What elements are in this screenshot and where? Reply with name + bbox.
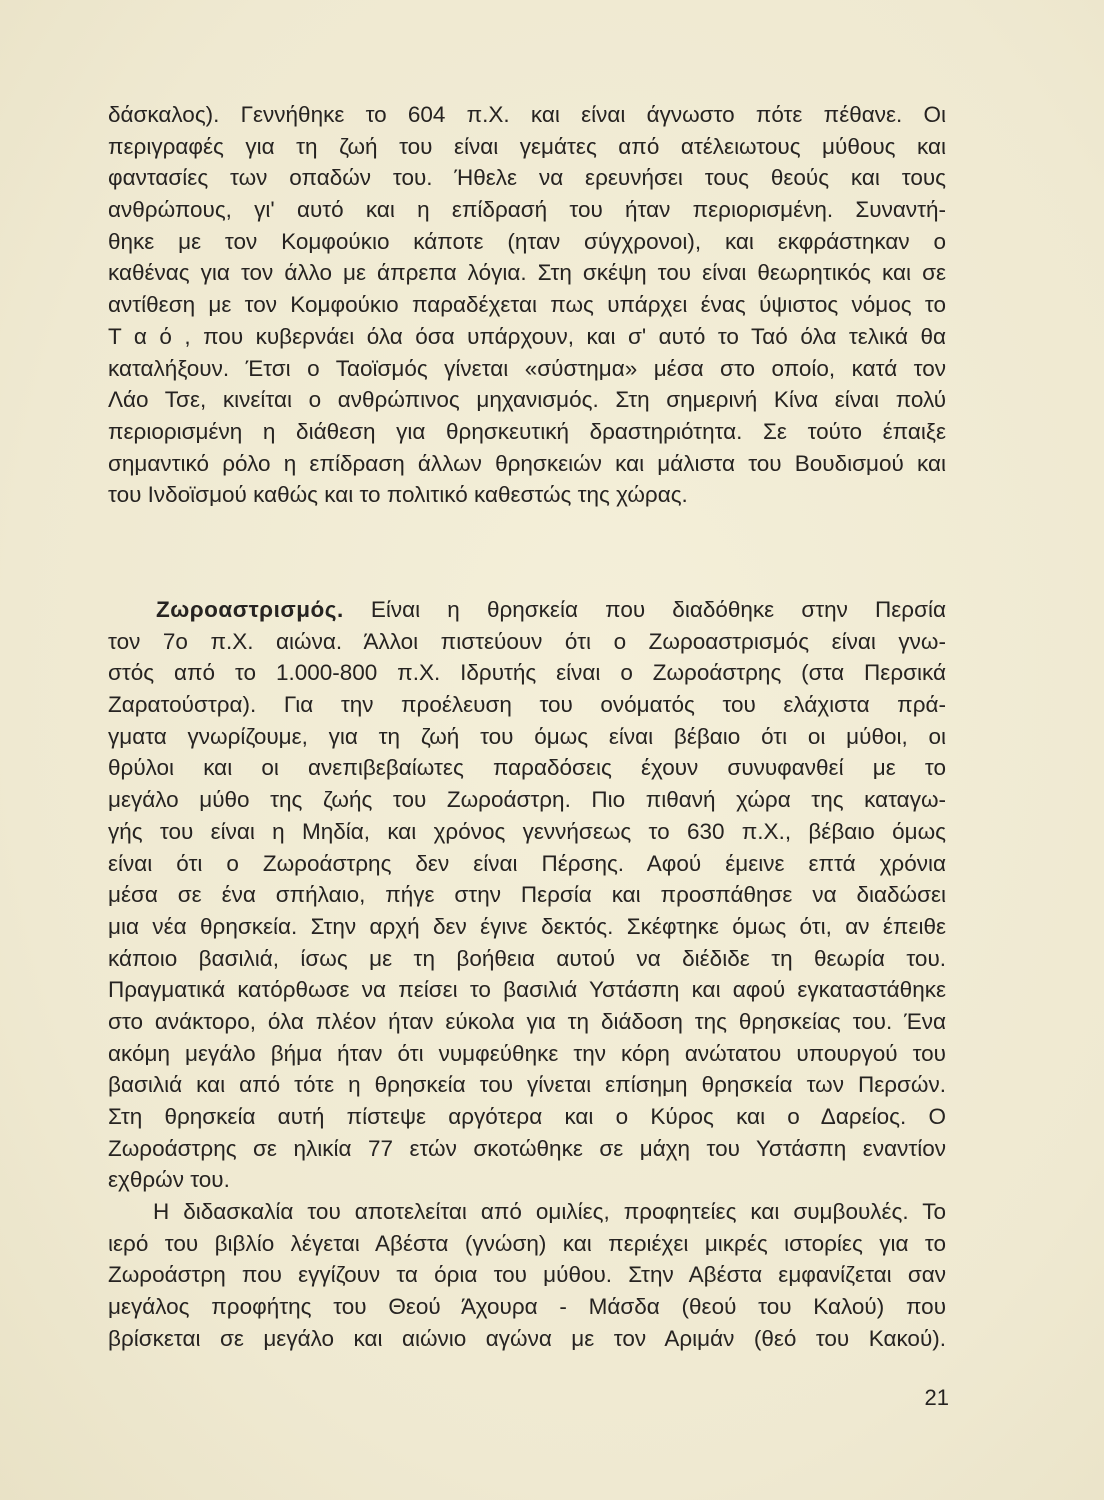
text-line: κάποιο βασιλιά, ίσως με τη βοήθεια αυτού να διέδιδε τη θεωρία του.: [108, 945, 946, 971]
text-line: Ζωροάστρη που εγγίζουν τα όρια του μύθου. Στην Αβέστα εμφανίζεται σαν: [108, 1262, 946, 1288]
text-line: μια νέα θρησκεία. Στην αρχή δεν έγινε δεκτός. Σκέφτηκε όμως ότι, αν έπειθε: [108, 913, 946, 939]
section-heading: Ζωροαστρισμός.: [156, 597, 344, 622]
text-line: θηκε με τον Κομφούκιο κάποτε (ηταν σύγχρονοι), και εκφράστηκαν ο: [108, 228, 946, 254]
text-line: ιερό του βιβλίο λέγεται Αβέστα (γνώση) και περιέχει μικρές ιστορίες για το: [108, 1230, 946, 1256]
text-line: μέσα σε ένα σπήλαιο, πήγε στην Περσία και προσπάθησε να διαδώσει: [108, 882, 946, 908]
page-number: 21: [924, 1385, 949, 1410]
text-line: γής του είναι η Μηδία, και χρόνος γεννήσεως το 630 π.Χ., βέβαιο όμως: [108, 818, 946, 844]
text-line: μεγάλο μύθο της ζωής του Ζωροάστρη. Πιο πιθανή χώρα της καταγω-: [108, 787, 946, 813]
paragraph-teaching: [108, 1196, 946, 1354]
text-line: Πραγματικά κατόρθωσε να πείσει το βασιλιά Υστάσπη και αφού εγκαταστάθηκε: [108, 977, 946, 1003]
text-line: φαντασίες των οπαδών του. Ήθελε να ερευνήσει τους θεούς και τους: [108, 165, 946, 191]
section-zoroastrianism: [108, 594, 946, 1196]
section-first-line: [108, 594, 946, 626]
text-line: αντίθεση με τον Κομφούκιο παραδέχεται πως υπάρχει ένας ύψιστος νόμος το: [108, 292, 946, 318]
text-line: του Ινδοϊσμού καθώς και το πολιτικό καθεστώς της χώρας.: [108, 482, 688, 508]
text-line: στο ανάκτορο, όλα πλέον ήταν εύκολα για τη διάδοση της θρησκείας του. Ένα: [108, 1008, 946, 1034]
text-line: καταλήξουν. Έτσι ο Ταοϊσμός γίνεται «σύστημα» μέσα στο οποίο, κατά τον: [108, 355, 946, 381]
text-line: Ζωροάστρης σε ηλικία 77 ετών σκοτώθηκε σε μάχη του Υστάσπη εναντίον: [108, 1135, 946, 1161]
text-line: δάσκαλος). Γεννήθηκε το 604 π.Χ. και είναι άγνωστο πότε πέθανε. Οι: [108, 102, 946, 127]
text-line: θρύλοι και οι ανεπιβεβαίωτες παραδόσεις έχουν συνυφανθεί με το: [108, 755, 946, 781]
text-line: σημαντικό ρόλο η επίδραση άλλων θρησκειών και μάλιστα του Βουδισμού και: [108, 450, 946, 476]
text-line: βασιλιά και από τότε η θρησκεία του γίνεται επίσημη θρησκεία των Περσών.: [108, 1072, 946, 1098]
paragraph-laozi: [108, 99, 946, 511]
text-line: Η διδασκαλία του αποτελείται από ομιλίες, προφητείες και συμβουλές. Το: [153, 1199, 946, 1224]
text-line: καθένας για τον άλλο με άπρεπα λόγια. Στη σκέψη του είναι θεωρητικός και σε: [108, 260, 946, 286]
text-line: είναι ότι ο Ζωροάστρης δεν είναι Πέρσης. Αφού έμεινε επτά χρόνια: [108, 850, 946, 876]
text-line: ανθρώπους, γι' αυτό και η επίδρασή του ήταν περιορισμένη. Συναντή-: [108, 197, 946, 223]
text-line: ακόμη μεγάλο βήμα ήταν ότι νυμφεύθηκε την κόρη ανώτατου υπουργού του: [108, 1040, 946, 1066]
text-line: γματα γνωρίζουμε, για τη ζωή του όμως είναι βέβαιο ότι οι μύθοι, οι: [108, 723, 946, 749]
text-line: περιορισμένη η διάθεση για θρησκευτική δραστηριότητα. Σε τούτο έπαιξε: [108, 418, 946, 444]
text-line: περιγραφές για τη ζωή του είναι γεμάτες από ατέλειωτους μύθους και: [108, 133, 946, 159]
text-line: τον 7ο π.Χ. αιώνα. Άλλοι πιστεύουν ότι ο Ζωροαστρισμός είναι γνω-: [108, 628, 946, 654]
text-line: βρίσκεται σε μεγάλο και αιώνιο αγώνα με τον Αριμάν (θεό του Κακού).: [108, 1325, 946, 1351]
text-line: Ζαρατούστρα). Για την προέλευση του ονόματός του ελάχιστα πρά-: [108, 692, 946, 718]
text-line: Τ α ό , που κυβερνάει όλα όσα υπάρχουν, και σ' αυτό το Ταό όλα τελικά θα: [108, 323, 946, 349]
text-line: μεγάλος προφήτης του Θεού Άχουρα - Μάσδα (θεού του Καλού) που: [108, 1294, 946, 1320]
heading-line-text: Είναι η θρησκεία που διαδόθηκε στην Περσία: [343, 597, 946, 622]
text-line: Λάο Τσε, κινείται ο ανθρώπινος μηχανισμός. Στη σημερινή Κίνα είναι πολύ: [108, 387, 946, 413]
text-line: εχθρών του.: [108, 1167, 230, 1193]
text-line: στός από το 1.000-800 π.Χ. Ιδρυτής είναι ο Ζωροάστρης (στα Περσικά: [108, 660, 946, 686]
text-line: Στη θρησκεία αυτή πίστεψε αργότερα και ο Κύρος και ο Δαρείος. Ο: [108, 1104, 946, 1129]
